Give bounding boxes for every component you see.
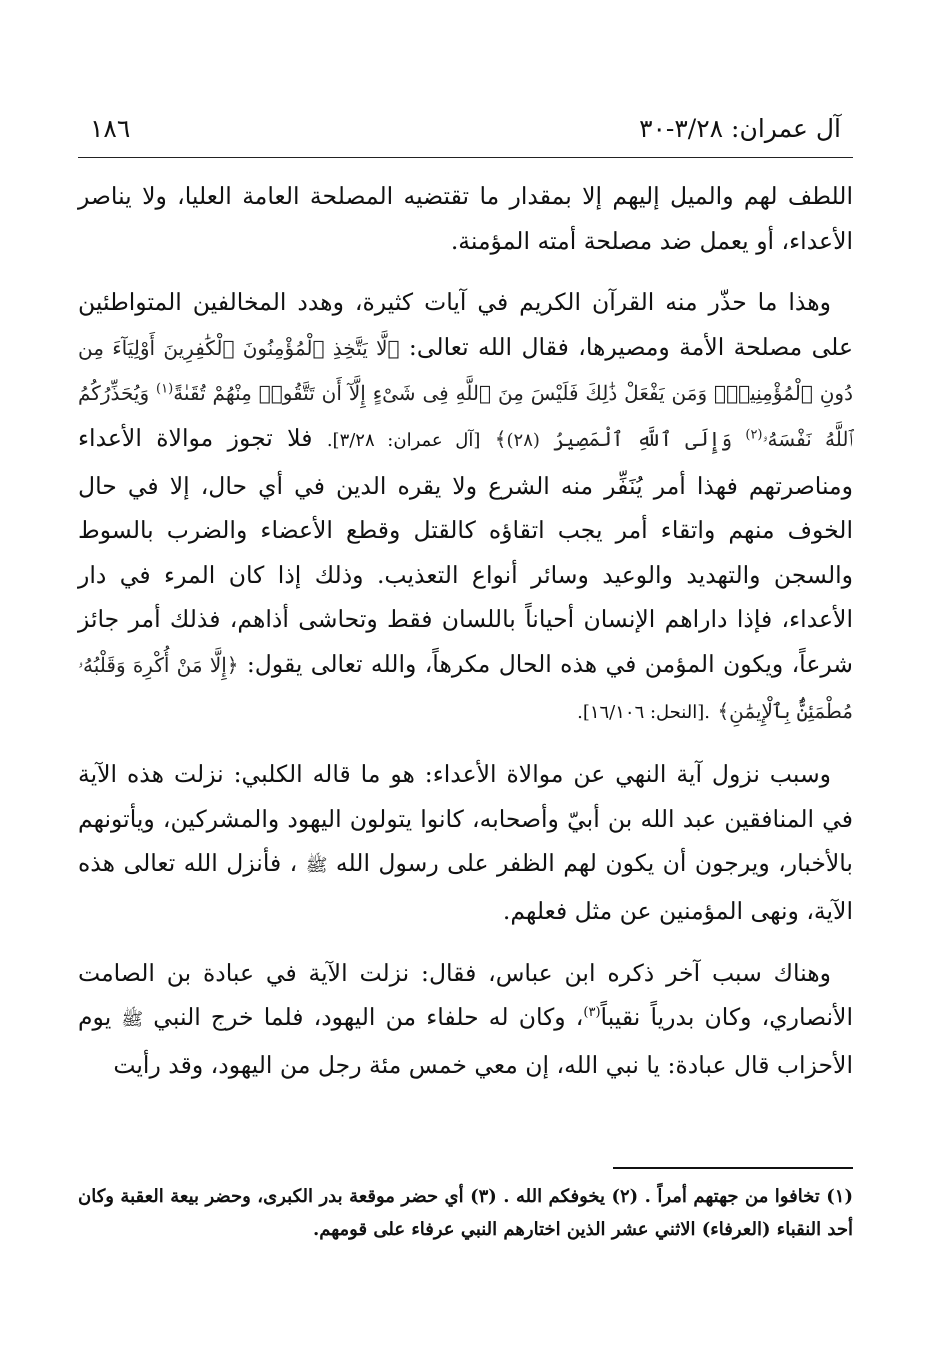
footnote-marker-2: (٢) <box>745 427 763 443</box>
surah-reference: آل عمران: ٣/٢٨-٣٠ <box>639 113 841 143</box>
paragraph-3 <box>78 752 853 933</box>
ayah-number: (٢٨) <box>506 429 540 451</box>
paragraph-4-b: ، وكان له حلفاء من اليهود، فلما خرج النبي <box>153 1003 584 1032</box>
page-header <box>90 108 841 148</box>
footnote-marker-1: (١) <box>156 381 174 397</box>
verse-close-bracket: ﴾ <box>494 426 507 451</box>
verse-part-a: ﴿لَّا يَتَّخِذِ ٱلْمُؤْمِنُونَ ٱلْكَٰفِرِينَ أَوْلِيَآءَ مِن دُونِ ٱلْمُؤْمِنِينَۖ وَمَن يَفْعَلْ ذَٰلِكَ فَلَيْسَ مِنَ ٱللَّهِ فِى شَىْءٍ إِلَّآ أَن تَتَّقُوا۟ مِنْهُمْ تُقَىٰةً <box>78 335 854 406</box>
paragraph-1-text: اللطف لهم والميل إليهم إلا بمقدار ما تقتضيه المصلحة العامة العليا، ولا يناصر الأعداء، أو يعمل ضد مصلحة أمته المؤمنة. <box>78 182 853 255</box>
verse-part-b: وَيُحَذِّرُكُمُ ٱللَّهُ نَفْسَهُۥ <box>78 381 854 451</box>
footnote-text: (١) تخافوا من جهتهم أمراً . (٢) يخوفكم الله . (٣) أي حضر موقعة بدر الكبرى، وحضر بيعة العقبة وكان أحد النقباء (العرفاء) الاثني عشر الذين اختارهم النبي عرفاء على قومهم. <box>78 1186 853 1240</box>
footnote-marker-3: (٣) <box>583 1005 601 1021</box>
pbuh-glyph-2: ﷺ <box>121 1009 144 1031</box>
footnotes <box>78 1180 853 1246</box>
main-text <box>78 174 853 1104</box>
quran-verse-106: ﴿إِلَّا مَنْ أُكْرِهَ وَقَلْبُهُۥ مُطْمَئِنٌّۢ بِٱلْإِيمَٰنِ﴾ <box>78 652 853 723</box>
paragraph-2-intro: وهذا ما حذّر منه القرآن الكريم في آيات كثيرة، وهدد المخالفين المتواطئين على مصلحة الأمة ومصيرها، فقال الله تعالى: <box>78 288 853 361</box>
verse-reference: [آل عمران: ٣/٢٨]. <box>326 429 481 451</box>
verse-part-c: وَإِلَى ٱللَّهِ ٱلْمَصِيرُ <box>553 426 733 451</box>
paragraph-3-text: وسبب نزول آية النهي عن موالاة الأعداء: هو ما قاله الكلبي: نزلت هذه الآية في المنافقين عبد الله بن أبيّ وأصحابه، كانوا يتولون اليهود والمشركين، ويأتونهم بالأخبار، ويرجون أن يكون لهم الظفر على رسول الله <box>78 760 853 878</box>
footnote-divider <box>613 1167 853 1169</box>
paragraph-3-end: ، فأنزل الله تعالى هذه الآية، ونهى المؤمنين عن مثل فعلهم. <box>78 849 853 925</box>
paragraph-2 <box>78 280 853 735</box>
page-number: ١٨٦ <box>90 113 131 143</box>
paragraph-4-c: يوم الأحزاب قال عبادة: يا نبي الله، إن معي خمس مئة رجل من اليهود، وقد رأيت <box>78 1003 853 1079</box>
pbuh-glyph: ﷺ <box>305 855 328 877</box>
paragraph-1 <box>78 174 853 263</box>
paragraph-2-rest: فلا تجوز موالاة الأعداء ومناصرتهم فهذا أمر يُنَفِّر منه الشرع ولا يقره الدين في أي حال، إلا في حال الخوف منهم واتقاء أمر يجب اتقاؤه كالقتل وقطع الأعضاء والضرب بالسوط والسجن والتهديد والوعيد وسائر أنواع التعذيب. وذلك إذا كان المرء في دار الأعداء، فإذا داراهم الإنسان أحياناً باللسان فقط وتحاشى أذاهم، فذلك أمر جائز شرعاً، ويكون المؤمن في هذه الحال مكرهاً، والله تعالى يقول: <box>78 423 853 678</box>
verse-reference-2: .[النحل: ١٦/١٠٦]. <box>577 701 710 723</box>
header-divider <box>78 157 853 158</box>
paragraph-4 <box>78 951 853 1088</box>
paragraph-4-a: وهناك سبب آخر ذكره ابن عباس، فقال: نزلت الآية في عبادة بن الصامت الأنصاري، وكان بدرياً نقيباً <box>78 958 853 1032</box>
